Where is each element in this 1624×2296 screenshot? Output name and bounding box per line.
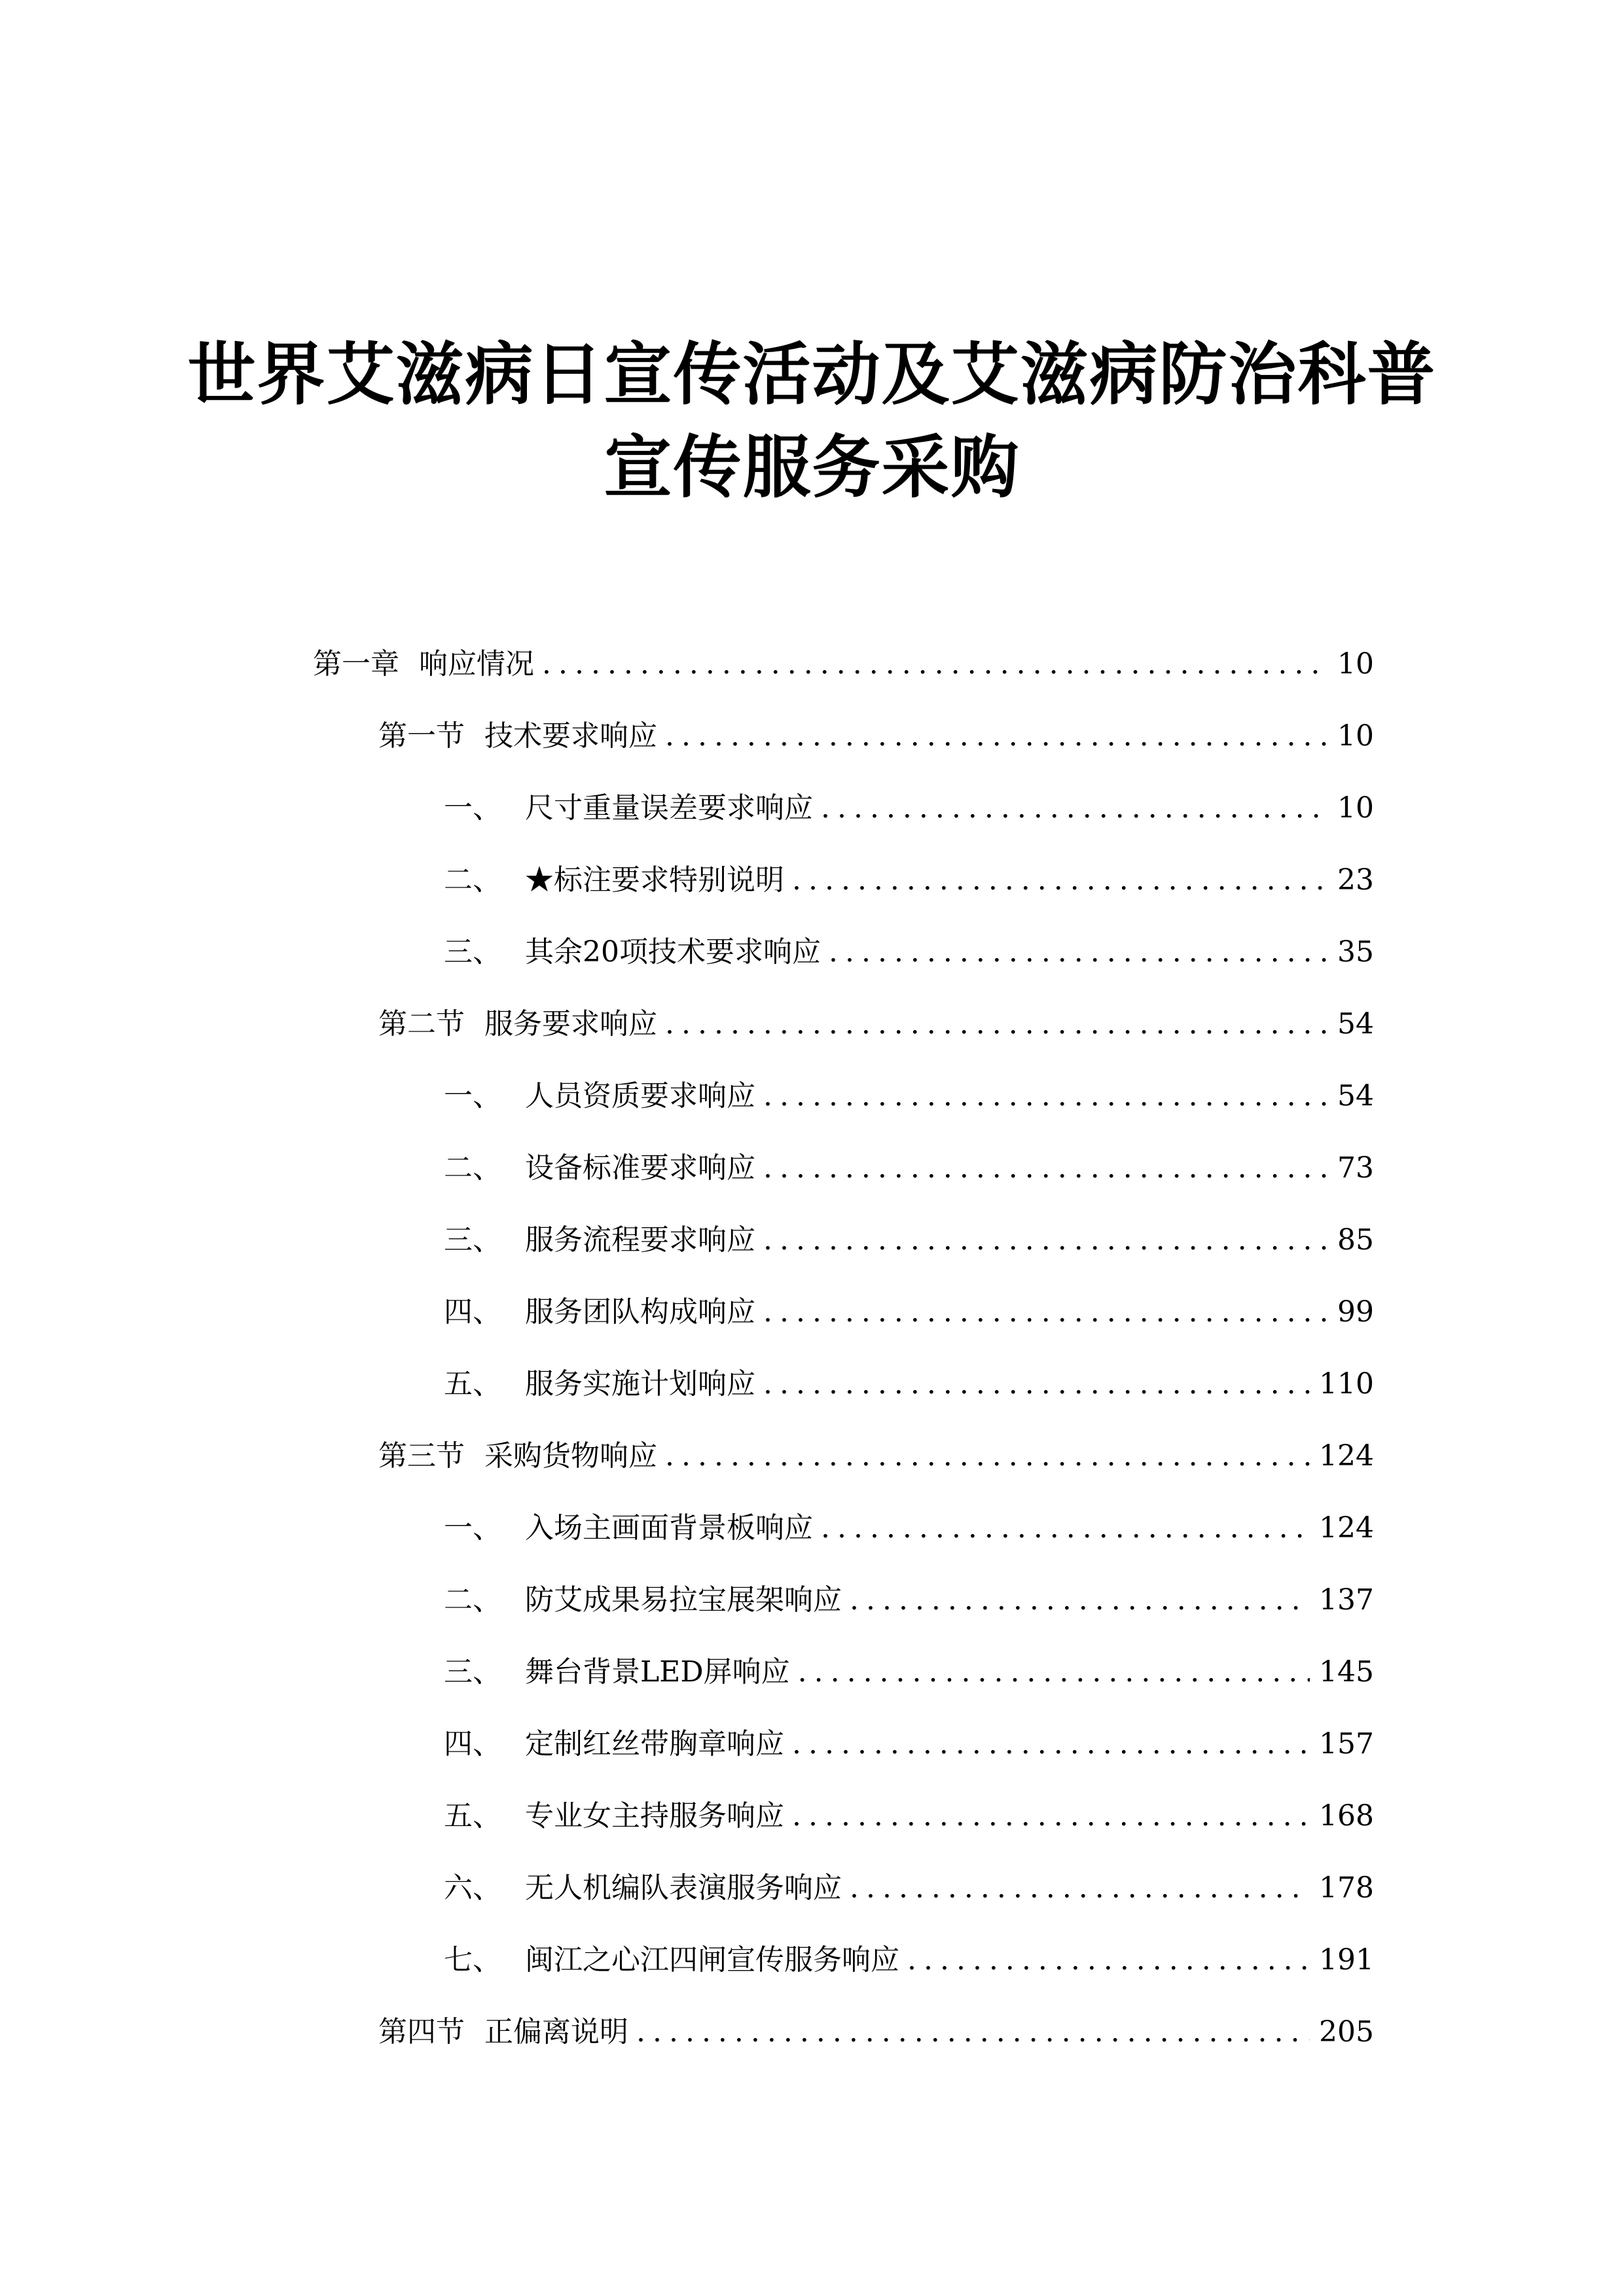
toc-entry-number: 七、 — [444, 1943, 501, 1977]
toc-entry-number: 五、 — [444, 1799, 501, 1833]
toc-leader-dots — [829, 934, 1328, 971]
toc-entry-number: 三、 — [444, 935, 501, 969]
toc-leader-dots — [850, 1870, 1310, 1907]
toc-entry-label: 采购货物响应 — [484, 1439, 657, 1473]
toc-entry[interactable] — [444, 1726, 1374, 1763]
toc-entry-page: 124 — [1319, 1439, 1374, 1473]
toc-entry-page: 205 — [1319, 2015, 1374, 2049]
toc-entry-label: 无人机编队表演服务响应 — [525, 1871, 842, 1905]
toc-entry[interactable] — [444, 1150, 1374, 1187]
toc-entry-label: 设备标准要求响应 — [525, 1151, 755, 1185]
toc-entry-number: 第三节 — [378, 1439, 465, 1473]
toc-entry-number: 二、 — [444, 1151, 501, 1185]
toc-entry-page: 10 — [1337, 719, 1374, 753]
toc-entry-label: 防艾成果易拉宝展架响应 — [525, 1583, 842, 1617]
toc-entry[interactable] — [444, 1798, 1374, 1835]
toc-entry-page: 124 — [1319, 1511, 1374, 1545]
toc-entry[interactable] — [444, 862, 1374, 899]
toc-entry-label: 服务流程要求响应 — [525, 1223, 755, 1257]
toc-leader-dots — [792, 1798, 1310, 1835]
toc-entry-label: 服务实施计划响应 — [525, 1367, 755, 1401]
toc-entry-page: 145 — [1319, 1655, 1374, 1689]
document-title-line-2: 宣传服务采购 — [604, 427, 1020, 507]
toc-entry[interactable] — [378, 1006, 1374, 1043]
toc-entry-label: 正偏离说明 — [484, 2015, 628, 2049]
toc-entry-label: 技术要求响应 — [484, 719, 657, 753]
toc-entry-number: 二、 — [444, 863, 501, 897]
toc-entry-number: 第二节 — [378, 1007, 465, 1041]
toc-entry-page: 10 — [1337, 791, 1374, 825]
toc-entry[interactable] — [378, 718, 1374, 755]
toc-leader-dots — [850, 1582, 1310, 1619]
toc-leader-dots — [665, 1438, 1310, 1475]
toc-entry-number: 第一章 — [313, 647, 399, 681]
toc-entry-number: 一、 — [444, 1511, 501, 1545]
toc-entry-label: 其余20项技术要求响应 — [525, 935, 821, 969]
toc-entry-number: 三、 — [444, 1655, 501, 1689]
toc-entry-label: 服务团队构成响应 — [525, 1295, 755, 1329]
toc-leader-dots — [542, 646, 1328, 683]
toc-entry-page: 191 — [1319, 1943, 1374, 1977]
toc-entry-page: 35 — [1337, 935, 1374, 969]
toc-entry-number: 第一节 — [378, 719, 465, 753]
toc-entry-label: 定制红丝带胸章响应 — [525, 1727, 784, 1761]
toc-entry-label: 服务要求响应 — [484, 1007, 657, 1041]
toc-entry-label: 尺寸重量误差要求响应 — [525, 791, 813, 825]
toc-entry[interactable] — [378, 1438, 1374, 1475]
toc-leader-dots — [798, 1654, 1310, 1691]
toc-entry-page: 23 — [1337, 863, 1374, 897]
toc-leader-dots — [907, 1942, 1310, 1979]
toc-leader-dots — [792, 862, 1328, 899]
toc-entry-page: 10 — [1337, 647, 1374, 681]
toc-entry[interactable] — [444, 1222, 1374, 1259]
toc-entry-number: 四、 — [444, 1295, 501, 1329]
toc-entry-label: 入场主画面背景板响应 — [525, 1511, 813, 1545]
toc-entry[interactable] — [378, 2014, 1374, 2051]
toc-leader-dots — [821, 1510, 1310, 1547]
toc-entry-page: 99 — [1337, 1295, 1374, 1329]
toc-entry-number: 六、 — [444, 1871, 501, 1905]
toc-entry-number: 一、 — [444, 1079, 501, 1113]
toc-entry-page: 137 — [1319, 1583, 1374, 1617]
toc-entry[interactable] — [444, 1510, 1374, 1547]
toc-leader-dots — [821, 790, 1328, 827]
toc-entry-page: 73 — [1337, 1151, 1374, 1185]
toc-entry[interactable] — [444, 1294, 1374, 1331]
toc-leader-dots — [665, 718, 1328, 755]
toc-entry-label: ★标注要求特别说明 — [525, 863, 784, 897]
toc-entry-number: 四、 — [444, 1727, 501, 1761]
toc-entry[interactable] — [444, 1366, 1374, 1403]
toc-entry-number: 三、 — [444, 1223, 501, 1257]
toc-entry-page: 168 — [1319, 1799, 1374, 1833]
toc-entry-label: 闽江之心江四闸宣传服务响应 — [525, 1943, 899, 1977]
toc-entry[interactable] — [444, 934, 1374, 971]
toc-entry-label: 舞台背景LED屏响应 — [525, 1655, 790, 1689]
toc-entry-number: 第四节 — [378, 2015, 465, 2049]
toc-entry[interactable] — [444, 1654, 1374, 1691]
toc-leader-dots — [763, 1222, 1328, 1259]
toc-leader-dots — [792, 1726, 1310, 1763]
toc-leader-dots — [763, 1078, 1328, 1115]
toc-entry-number: 一、 — [444, 791, 501, 825]
toc-leader-dots — [763, 1150, 1328, 1187]
toc-entry-page: 85 — [1337, 1223, 1374, 1257]
toc-entry-page: 178 — [1319, 1871, 1374, 1905]
toc-entry-label: 专业女主持服务响应 — [525, 1799, 784, 1833]
toc-entry[interactable] — [444, 1942, 1374, 1979]
toc-entry[interactable] — [444, 1078, 1374, 1115]
toc-leader-dots — [763, 1294, 1328, 1331]
toc-entry-page: 110 — [1319, 1367, 1374, 1401]
toc-entry-number: 五、 — [444, 1367, 501, 1401]
toc-entry[interactable] — [444, 1870, 1374, 1907]
document-title-line-1: 世界艾滋病日宣传活动及艾滋病防治科普 — [187, 334, 1437, 414]
toc-leader-dots — [636, 2014, 1310, 2051]
toc-entry-page: 54 — [1337, 1007, 1374, 1041]
toc-entry-page: 157 — [1319, 1727, 1374, 1761]
toc-entry[interactable] — [444, 1582, 1374, 1619]
toc-leader-dots — [763, 1366, 1310, 1403]
toc-leader-dots — [665, 1006, 1328, 1043]
toc-entry-page: 54 — [1337, 1079, 1374, 1113]
toc-entry-label: 人员资质要求响应 — [525, 1079, 755, 1113]
toc-entry-label: 响应情况 — [419, 647, 534, 681]
toc-entry[interactable] — [313, 646, 1374, 683]
toc-entry[interactable] — [444, 790, 1374, 827]
toc-entry-number: 二、 — [444, 1583, 501, 1617]
